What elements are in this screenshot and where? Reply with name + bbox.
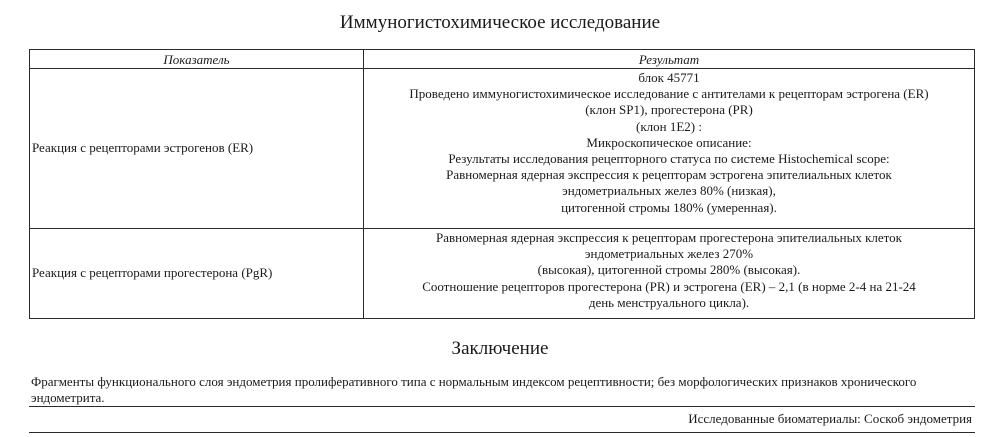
result-line: Равномерная ядерная экспрессия к рецепторам эстрогена эпителиальных клеток [446, 167, 892, 183]
result-line: Микроскопическое описание: [586, 134, 752, 150]
block-number: блок 45771 [638, 70, 700, 85]
result-line: цитогенной стромы 180% (умеренная). [561, 199, 777, 215]
result-line: Равномерная ядерная экспрессия к рецепторам прогестерона эпителиальных клеток [436, 230, 902, 245]
table-row-estrogen [30, 69, 975, 229]
conclusion-heading: Заключение [451, 338, 549, 359]
indicator-cell: Реакция с рецепторами прогестерона (PgR) [30, 229, 364, 319]
indicator-cell: Реакция с рецепторами эстрогенов (ER) [30, 69, 364, 229]
biomaterial-label: Исследованные биоматериалы: Соскоб эндометрия [688, 411, 972, 426]
conclusion-text: Фрагменты функционального слоя эндометрия пролиферативного типа с нормальным индексом рецептивности; без морфологических признаков хронического эндометрита. [31, 374, 917, 405]
column-header-indicator: Показатель [30, 50, 364, 69]
table-row-progesterone [30, 229, 975, 319]
divider-line [29, 432, 975, 433]
result-line: день менструального цикла). [588, 294, 750, 310]
result-cell [364, 69, 975, 229]
result-line: (клон SP1), прогестерона (PR) [585, 102, 753, 118]
divider-line [29, 406, 975, 407]
table-header-row [30, 50, 975, 69]
result-line: эндометриальных желез 80% (низкая), [562, 183, 776, 199]
result-line: (высокая), цитогенной стромы 280% (высокая). [537, 262, 801, 278]
result-line: (клон 1E2) : [636, 118, 702, 134]
result-line: Проведено иммуногистохимическое исследование с антителами к рецепторам эстрогена (ER) [409, 86, 929, 102]
document-title: Иммуногистохимическое исследование [339, 12, 661, 33]
result-line: эндометриальных желез 270% [584, 246, 754, 262]
column-header-result: Результат [364, 50, 975, 69]
result-line: Соотношение рецепторов прогестерона (PR) и эстрогена (ER) – 2,1 (в норме 2-4 на 21-24 [422, 278, 916, 294]
result-cell [364, 229, 975, 319]
ihc-results-table [29, 49, 975, 319]
result-line: Результаты исследования рецепторного статуса по системе Histochemical scope: [448, 151, 890, 167]
